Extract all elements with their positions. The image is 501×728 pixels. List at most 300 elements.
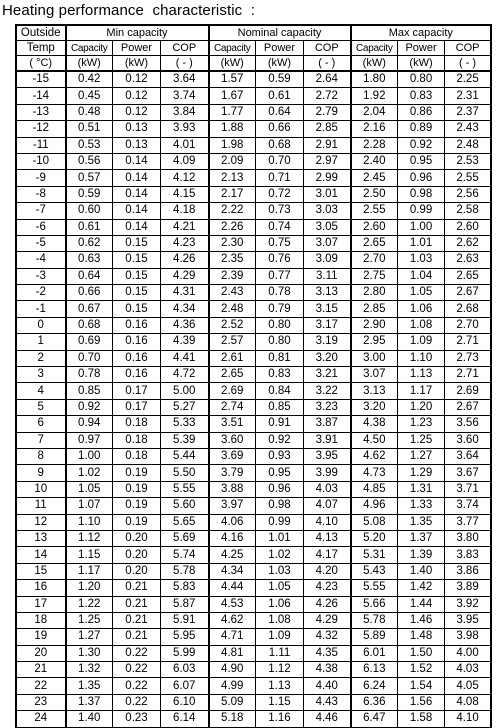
min-power-cell: 0.19: [113, 498, 161, 514]
nominal-cop-cell: 3.11: [304, 268, 351, 284]
nominal-power-cell: 1.03: [256, 563, 304, 579]
max-power-cell: 0.86: [398, 104, 445, 120]
nominal-cop-cell: 4.03: [304, 481, 351, 497]
min-capacity-cell: 1.17: [66, 563, 113, 579]
nominal-cop-cell: 4.38: [304, 662, 351, 678]
max-capacity-cell: 2.70: [351, 252, 398, 268]
nominal-power-cell: 0.95: [256, 465, 304, 481]
min-cop-cell: 5.87: [161, 596, 209, 612]
max-power-cell: 1.05: [398, 285, 445, 301]
header-col-cop: COP: [304, 41, 351, 56]
header-unit-ratio: ( - ): [161, 56, 209, 72]
nominal-cop-cell: 2.91: [304, 137, 351, 153]
min-power-cell: 0.22: [113, 694, 161, 710]
table-row: [17, 448, 491, 464]
table-row: [17, 121, 491, 137]
max-capacity-cell: 3.20: [351, 399, 398, 415]
nominal-cop-cell: 3.21: [304, 367, 351, 383]
outside-temp-cell: 12: [17, 514, 66, 530]
max-power-cell: 1.25: [398, 432, 445, 448]
outside-temp-cell: 14: [17, 547, 66, 563]
min-cop-cell: 4.26: [161, 252, 209, 268]
nominal-power-cell: 0.71: [256, 170, 304, 186]
table-row: [17, 170, 491, 186]
max-capacity-cell: 2.16: [351, 121, 398, 137]
min-power-cell: 0.13: [113, 121, 161, 137]
nominal-power-cell: 0.59: [256, 71, 304, 88]
table-row: [17, 104, 491, 120]
max-capacity-cell: 5.08: [351, 514, 398, 530]
max-power-cell: 1.50: [398, 645, 445, 661]
outside-temp-cell: 10: [17, 481, 66, 497]
nominal-capacity-cell: 1.67: [209, 88, 256, 104]
min-capacity-cell: 1.30: [66, 645, 113, 661]
table-row: [17, 235, 491, 251]
max-cop-cell: 4.10: [445, 711, 491, 727]
max-cop-cell: 3.95: [445, 612, 491, 628]
header-group-max: Max capacity: [351, 26, 491, 41]
header-unit-temp: ( °C): [17, 56, 66, 72]
max-power-cell: 1.39: [398, 547, 445, 563]
nominal-power-cell: 0.80: [256, 334, 304, 350]
outside-temp-cell: -1: [17, 301, 66, 317]
nominal-cop-cell: 3.03: [304, 203, 351, 219]
nominal-capacity-cell: 4.71: [209, 629, 256, 645]
min-capacity-cell: 1.15: [66, 547, 113, 563]
min-power-cell: 0.17: [113, 383, 161, 399]
min-capacity-cell: 1.10: [66, 514, 113, 530]
nominal-cop-cell: 3.95: [304, 448, 351, 464]
min-capacity-cell: 0.51: [66, 121, 113, 137]
header-unit-kw: (kW): [209, 56, 256, 72]
max-power-cell: 1.44: [398, 596, 445, 612]
outside-temp-cell: 8: [17, 448, 66, 464]
header-col-power: Power: [256, 41, 304, 56]
nominal-power-cell: 0.74: [256, 219, 304, 235]
outside-temp-cell: -14: [17, 88, 66, 104]
table-row: [17, 580, 491, 596]
max-cop-cell: 3.83: [445, 547, 491, 563]
max-cop-cell: 3.86: [445, 563, 491, 579]
max-power-cell: 0.92: [398, 137, 445, 153]
table-row: [17, 711, 491, 727]
max-capacity-cell: 2.50: [351, 186, 398, 202]
max-power-cell: 1.54: [398, 678, 445, 694]
header-row-groups: [17, 26, 491, 41]
max-capacity-cell: 2.80: [351, 285, 398, 301]
nominal-power-cell: 1.13: [256, 678, 304, 694]
nominal-power-cell: 1.02: [256, 547, 304, 563]
nominal-capacity-cell: 4.34: [209, 563, 256, 579]
max-power-cell: 1.56: [398, 694, 445, 710]
min-capacity-cell: 1.35: [66, 678, 113, 694]
outside-temp-cell: 9: [17, 465, 66, 481]
nominal-cop-cell: 2.85: [304, 121, 351, 137]
outside-temp-cell: 13: [17, 530, 66, 546]
nominal-capacity-cell: 2.52: [209, 317, 256, 333]
min-capacity-cell: 0.64: [66, 268, 113, 284]
table-row: [17, 563, 491, 579]
nominal-capacity-cell: 3.79: [209, 465, 256, 481]
max-power-cell: 1.33: [398, 498, 445, 514]
nominal-power-cell: 0.66: [256, 121, 304, 137]
header-group-min: Min capacity: [66, 26, 209, 41]
min-cop-cell: 5.00: [161, 383, 209, 399]
table-row: [17, 694, 491, 710]
min-cop-cell: 4.23: [161, 235, 209, 251]
min-power-cell: 0.14: [113, 219, 161, 235]
nominal-cop-cell: 4.23: [304, 580, 351, 596]
nominal-cop-cell: 4.13: [304, 530, 351, 546]
max-capacity-cell: 2.85: [351, 301, 398, 317]
outside-temp-cell: -4: [17, 252, 66, 268]
nominal-cop-cell: 2.72: [304, 88, 351, 104]
nominal-cop-cell: 3.87: [304, 416, 351, 432]
min-capacity-cell: 1.20: [66, 580, 113, 596]
nominal-capacity-cell: 4.90: [209, 662, 256, 678]
max-cop-cell: 3.89: [445, 580, 491, 596]
nominal-cop-cell: 4.32: [304, 629, 351, 645]
nominal-cop-cell: 3.13: [304, 285, 351, 301]
max-cop-cell: 4.00: [445, 645, 491, 661]
table-row: [17, 498, 491, 514]
max-capacity-cell: 4.62: [351, 448, 398, 464]
header-unit-kw: (kW): [398, 56, 445, 72]
nominal-power-cell: 0.72: [256, 186, 304, 202]
max-capacity-cell: 5.78: [351, 612, 398, 628]
max-capacity-cell: 5.55: [351, 580, 398, 596]
min-capacity-cell: 0.60: [66, 203, 113, 219]
nominal-capacity-cell: 2.48: [209, 301, 256, 317]
table-row: [17, 350, 491, 366]
min-capacity-cell: 0.68: [66, 317, 113, 333]
min-capacity-cell: 1.12: [66, 530, 113, 546]
min-power-cell: 0.16: [113, 350, 161, 366]
outside-temp-cell: 5: [17, 399, 66, 415]
nominal-cop-cell: 3.22: [304, 383, 351, 399]
min-capacity-cell: 1.22: [66, 596, 113, 612]
nominal-cop-cell: 4.43: [304, 694, 351, 710]
header-col-cop: COP: [445, 41, 491, 56]
outside-temp-cell: 1: [17, 334, 66, 350]
min-cop-cell: 4.21: [161, 219, 209, 235]
max-capacity-cell: 2.04: [351, 104, 398, 120]
max-capacity-cell: 2.40: [351, 153, 398, 169]
header-unit-kw: (kW): [66, 56, 113, 72]
outside-temp-cell: -12: [17, 121, 66, 137]
max-cop-cell: 2.70: [445, 317, 491, 333]
outside-temp-cell: 3: [17, 367, 66, 383]
nominal-capacity-cell: 2.39: [209, 268, 256, 284]
outside-temp-cell: 20: [17, 645, 66, 661]
min-power-cell: 0.18: [113, 416, 161, 432]
nominal-capacity-cell: 2.65: [209, 367, 256, 383]
min-capacity-cell: 0.48: [66, 104, 113, 120]
min-cop-cell: 4.39: [161, 334, 209, 350]
nominal-power-cell: 0.96: [256, 481, 304, 497]
min-power-cell: 0.12: [113, 71, 161, 88]
max-capacity-cell: 3.07: [351, 367, 398, 383]
table-row: [17, 596, 491, 612]
max-power-cell: 1.01: [398, 235, 445, 251]
min-power-cell: 0.22: [113, 662, 161, 678]
max-cop-cell: 3.60: [445, 432, 491, 448]
header-col-capacity: Capacity: [351, 41, 398, 56]
nominal-capacity-cell: 2.74: [209, 399, 256, 415]
min-capacity-cell: 1.00: [66, 448, 113, 464]
min-cop-cell: 5.50: [161, 465, 209, 481]
nominal-capacity-cell: 1.57: [209, 71, 256, 88]
max-cop-cell: 2.31: [445, 88, 491, 104]
nominal-power-cell: 1.11: [256, 645, 304, 661]
table-row: [17, 252, 491, 268]
nominal-capacity-cell: 2.13: [209, 170, 256, 186]
table-row: [17, 514, 491, 530]
max-cop-cell: 4.05: [445, 678, 491, 694]
nominal-power-cell: 0.84: [256, 383, 304, 399]
min-cop-cell: 5.65: [161, 514, 209, 530]
nominal-power-cell: 0.93: [256, 448, 304, 464]
max-cop-cell: 3.80: [445, 530, 491, 546]
max-capacity-cell: 1.80: [351, 71, 398, 88]
min-power-cell: 0.19: [113, 514, 161, 530]
min-capacity-cell: 0.78: [66, 367, 113, 383]
min-capacity-cell: 0.59: [66, 186, 113, 202]
outside-temp-cell: 16: [17, 580, 66, 596]
header-row-units: [17, 56, 491, 72]
min-cop-cell: 6.14: [161, 711, 209, 727]
outside-temp-cell: 0: [17, 317, 66, 333]
nominal-cop-cell: 3.99: [304, 465, 351, 481]
max-capacity-cell: 4.96: [351, 498, 398, 514]
nominal-capacity-cell: 1.88: [209, 121, 256, 137]
max-power-cell: 1.17: [398, 383, 445, 399]
min-power-cell: 0.12: [113, 88, 161, 104]
outside-temp-cell: 24: [17, 711, 66, 727]
min-power-cell: 0.14: [113, 170, 161, 186]
table-row: [17, 137, 491, 153]
table-row: [17, 334, 491, 350]
nominal-capacity-cell: 2.57: [209, 334, 256, 350]
table-row: [17, 678, 491, 694]
max-cop-cell: 3.67: [445, 465, 491, 481]
min-power-cell: 0.16: [113, 367, 161, 383]
max-capacity-cell: 2.60: [351, 219, 398, 235]
min-power-cell: 0.14: [113, 203, 161, 219]
min-power-cell: 0.14: [113, 186, 161, 202]
nominal-capacity-cell: 4.62: [209, 612, 256, 628]
max-power-cell: 1.20: [398, 399, 445, 415]
min-cop-cell: 5.44: [161, 448, 209, 464]
nominal-power-cell: 0.64: [256, 104, 304, 120]
max-capacity-cell: 5.89: [351, 629, 398, 645]
nominal-cop-cell: 3.07: [304, 235, 351, 251]
min-cop-cell: 3.74: [161, 88, 209, 104]
nominal-cop-cell: 4.46: [304, 711, 351, 727]
nominal-power-cell: 0.98: [256, 498, 304, 514]
nominal-capacity-cell: 3.69: [209, 448, 256, 464]
nominal-cop-cell: 4.26: [304, 596, 351, 612]
max-cop-cell: 2.25: [445, 71, 491, 88]
nominal-power-cell: 0.70: [256, 153, 304, 169]
min-cop-cell: 4.41: [161, 350, 209, 366]
nominal-cop-cell: 3.15: [304, 301, 351, 317]
nominal-cop-cell: 3.19: [304, 334, 351, 350]
max-power-cell: 1.52: [398, 662, 445, 678]
header-unit-kw: (kW): [113, 56, 161, 72]
min-capacity-cell: 0.94: [66, 416, 113, 432]
max-cop-cell: 4.08: [445, 694, 491, 710]
max-power-cell: 1.23: [398, 416, 445, 432]
min-cop-cell: 5.55: [161, 481, 209, 497]
min-power-cell: 0.15: [113, 285, 161, 301]
outside-temp-cell: -5: [17, 235, 66, 251]
max-cop-cell: 2.60: [445, 219, 491, 235]
nominal-cop-cell: 3.20: [304, 350, 351, 366]
max-capacity-cell: 6.01: [351, 645, 398, 661]
max-power-cell: 1.10: [398, 350, 445, 366]
nominal-power-cell: 0.92: [256, 432, 304, 448]
min-cop-cell: 3.64: [161, 71, 209, 88]
min-capacity-cell: 0.69: [66, 334, 113, 350]
nominal-capacity-cell: 2.26: [209, 219, 256, 235]
max-capacity-cell: 4.73: [351, 465, 398, 481]
max-capacity-cell: 1.92: [351, 88, 398, 104]
nominal-capacity-cell: 2.35: [209, 252, 256, 268]
min-capacity-cell: 1.40: [66, 711, 113, 727]
nominal-power-cell: 0.76: [256, 252, 304, 268]
min-power-cell: 0.14: [113, 153, 161, 169]
max-power-cell: 0.96: [398, 170, 445, 186]
max-cop-cell: 3.71: [445, 481, 491, 497]
min-cop-cell: 5.33: [161, 416, 209, 432]
nominal-power-cell: 0.77: [256, 268, 304, 284]
nominal-cop-cell: 4.07: [304, 498, 351, 514]
min-capacity-cell: 1.07: [66, 498, 113, 514]
nominal-cop-cell: 3.17: [304, 317, 351, 333]
max-cop-cell: 2.69: [445, 383, 491, 399]
nominal-power-cell: 0.68: [256, 137, 304, 153]
max-power-cell: 1.06: [398, 301, 445, 317]
table-row: [17, 153, 491, 169]
min-power-cell: 0.13: [113, 137, 161, 153]
nominal-cop-cell: 4.29: [304, 612, 351, 628]
max-cop-cell: 2.73: [445, 350, 491, 366]
max-cop-cell: 2.56: [445, 186, 491, 202]
max-power-cell: 0.80: [398, 71, 445, 88]
min-power-cell: 0.22: [113, 645, 161, 661]
max-cop-cell: 3.77: [445, 514, 491, 530]
nominal-power-cell: 1.05: [256, 580, 304, 596]
nominal-capacity-cell: 3.51: [209, 416, 256, 432]
nominal-cop-cell: 3.23: [304, 399, 351, 415]
min-power-cell: 0.15: [113, 301, 161, 317]
max-capacity-cell: 6.13: [351, 662, 398, 678]
nominal-cop-cell: 3.05: [304, 219, 351, 235]
outside-temp-cell: 11: [17, 498, 66, 514]
table-row: [17, 645, 491, 661]
nominal-power-cell: 0.61: [256, 88, 304, 104]
min-power-cell: 0.15: [113, 252, 161, 268]
min-cop-cell: 5.95: [161, 629, 209, 645]
header-unit-ratio: ( - ): [304, 56, 351, 72]
nominal-capacity-cell: 3.60: [209, 432, 256, 448]
min-cop-cell: 3.93: [161, 121, 209, 137]
min-power-cell: 0.15: [113, 235, 161, 251]
nominal-capacity-cell: 3.97: [209, 498, 256, 514]
nominal-power-cell: 0.80: [256, 317, 304, 333]
min-cop-cell: 5.69: [161, 530, 209, 546]
min-cop-cell: 4.01: [161, 137, 209, 153]
nominal-cop-cell: 4.17: [304, 547, 351, 563]
nominal-power-cell: 1.06: [256, 596, 304, 612]
nominal-power-cell: 0.99: [256, 514, 304, 530]
max-power-cell: 0.98: [398, 186, 445, 202]
table-body: [17, 71, 491, 727]
max-capacity-cell: 6.36: [351, 694, 398, 710]
max-power-cell: 1.00: [398, 219, 445, 235]
min-power-cell: 0.22: [113, 678, 161, 694]
outside-temp-cell: -10: [17, 153, 66, 169]
min-power-cell: 0.18: [113, 432, 161, 448]
outside-temp-cell: 22: [17, 678, 66, 694]
header-col-capacity: Capacity: [66, 41, 113, 56]
min-capacity-cell: 0.61: [66, 219, 113, 235]
nominal-power-cell: 0.78: [256, 285, 304, 301]
nominal-cop-cell: 4.10: [304, 514, 351, 530]
outside-temp-cell: 15: [17, 563, 66, 579]
min-capacity-cell: 1.37: [66, 694, 113, 710]
outside-temp-cell: 23: [17, 694, 66, 710]
table-row: [17, 612, 491, 628]
nominal-cop-cell: 2.64: [304, 71, 351, 88]
max-power-cell: 0.95: [398, 153, 445, 169]
nominal-cop-cell: 3.91: [304, 432, 351, 448]
nominal-cop-cell: 4.35: [304, 645, 351, 661]
min-capacity-cell: 0.63: [66, 252, 113, 268]
min-capacity-cell: 0.45: [66, 88, 113, 104]
max-cop-cell: 2.67: [445, 285, 491, 301]
max-power-cell: 1.09: [398, 334, 445, 350]
min-cop-cell: 4.31: [161, 285, 209, 301]
min-power-cell: 0.21: [113, 596, 161, 612]
max-cop-cell: 2.58: [445, 203, 491, 219]
min-capacity-cell: 0.42: [66, 71, 113, 88]
min-power-cell: 0.23: [113, 711, 161, 727]
outside-temp-cell: 18: [17, 612, 66, 628]
max-cop-cell: 3.98: [445, 629, 491, 645]
nominal-power-cell: 1.12: [256, 662, 304, 678]
nominal-power-cell: 0.81: [256, 350, 304, 366]
outside-temp-cell: -9: [17, 170, 66, 186]
min-capacity-cell: 0.53: [66, 137, 113, 153]
min-cop-cell: 4.29: [161, 268, 209, 284]
nominal-cop-cell: 2.97: [304, 153, 351, 169]
max-capacity-cell: 2.95: [351, 334, 398, 350]
max-cop-cell: 2.62: [445, 235, 491, 251]
header-unit-kw: (kW): [351, 56, 398, 72]
table-row: [17, 383, 491, 399]
header-col-cop: COP: [161, 41, 209, 56]
max-capacity-cell: 2.55: [351, 203, 398, 219]
max-cop-cell: 3.56: [445, 416, 491, 432]
max-capacity-cell: 5.43: [351, 563, 398, 579]
outside-temp-cell: 4: [17, 383, 66, 399]
outside-temp-cell: -6: [17, 219, 66, 235]
nominal-power-cell: 0.75: [256, 235, 304, 251]
table-row: [17, 317, 491, 333]
table-row: [17, 547, 491, 563]
